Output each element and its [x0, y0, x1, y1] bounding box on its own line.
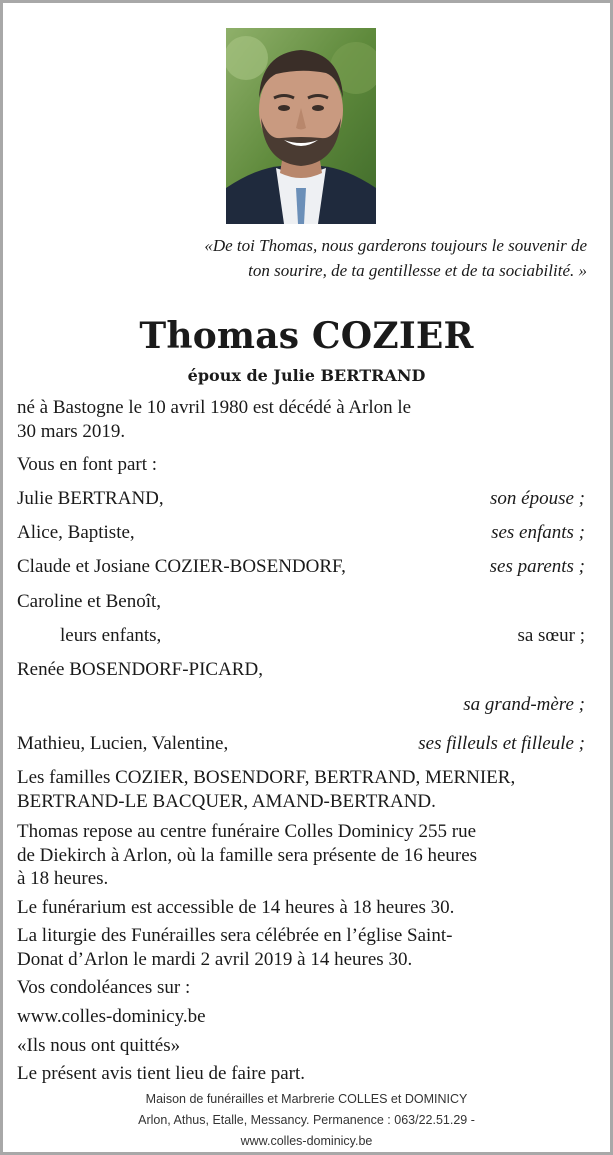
footer-line: Maison de funérailles et Marbrerie COLLES et DOMINICY: [145, 1092, 468, 1106]
deceased-name: Thomas COZIER: [139, 315, 474, 357]
mourner-relation: sa sœur ;: [517, 625, 585, 646]
mourner-relation: ses parents ;: [489, 556, 585, 577]
mourner-name: Julie BERTRAND,: [17, 488, 164, 509]
text-line: 30 mars 2019.: [17, 420, 126, 442]
mourner-row: [17, 590, 585, 614]
funerarium-line: Le funérarium est accessible de 14 heures à 18 heures 30.: [17, 897, 455, 918]
footer-website-link[interactable]: www.colles-dominicy.be: [240, 1134, 373, 1148]
quote-line: «De toi Thomas, nous garderons toujours le souvenir de: [204, 236, 587, 255]
text-line: BERTRAND-LE BACQUER, AMAND-BERTRAND.: [17, 790, 436, 812]
left-us-line: «Ils nous ont quittés»: [17, 1035, 181, 1056]
text-line: né à Bastogne le 10 avril 1980 est décédé à Arlon le: [17, 397, 412, 418]
mourner-relation: sa grand-mère ;: [463, 694, 585, 715]
mourner-name: Mathieu, Lucien, Valentine,: [17, 733, 229, 754]
mourner-row: [17, 555, 585, 579]
mourner-row: [17, 487, 585, 511]
repose-paragraph: [17, 820, 585, 891]
mourner-relation: son épouse ;: [490, 488, 585, 509]
text-line: de Diekirch à Arlon, où la famille sera présente de 16 heures: [17, 844, 478, 866]
birth-death-paragraph: [17, 396, 585, 443]
notice-line: Le présent avis tient lieu de faire part.: [17, 1063, 306, 1084]
mourner-name: Alice, Baptiste,: [17, 522, 135, 543]
mourner-name: Renée BOSENDORF-PICARD,: [17, 659, 263, 680]
mourner-row: [17, 624, 585, 648]
text-line: La liturgie des Funérailles sera célébrée en l’église Saint-: [17, 925, 453, 946]
text-line: à 18 heures.: [17, 868, 109, 889]
condolences-line: Vos condoléances sur :: [17, 977, 191, 998]
memorial-quote: [60, 233, 587, 283]
mourner-row: [17, 732, 585, 756]
footer-line: Arlon, Athus, Etalle, Messancy. Permanence : 063/22.51.29 -: [138, 1113, 475, 1127]
mourner-name: Claude et Josiane COZIER-BOSENDORF,: [17, 556, 346, 577]
text-line: Les familles COZIER, BOSENDORF, BERTRAND, MERNIER,: [17, 767, 516, 788]
mourner-relation: ses filleuls et filleule ;: [418, 733, 585, 754]
text-line: Thomas repose au centre funéraire Colles Dominicy 255 rue: [17, 821, 477, 842]
intro-line: Vous en font part :: [17, 454, 158, 475]
website-link[interactable]: www.colles-dominicy.be: [17, 1006, 206, 1027]
liturgy-paragraph: [17, 924, 585, 971]
mourner-relation: ses enfants ;: [491, 522, 585, 543]
mourner-row: [17, 658, 585, 682]
mourner-name: leurs enfants,: [60, 625, 162, 646]
mourner-row: [17, 693, 585, 717]
mourner-name: Caroline et Benoît,: [17, 591, 162, 612]
funeral-home-footer: [0, 1089, 613, 1152]
families-paragraph: [17, 766, 585, 813]
quote-line: ton sourire, de ta gentillesse et de ta sociabilité. »: [248, 261, 587, 280]
portrait-photo: [226, 28, 376, 224]
mourner-row: [17, 521, 585, 545]
text-line: Donat d’Arlon le mardi 2 avril 2019 à 14 heures 30.: [17, 948, 413, 970]
spouse-line: époux de Julie BERTRAND: [187, 366, 426, 385]
